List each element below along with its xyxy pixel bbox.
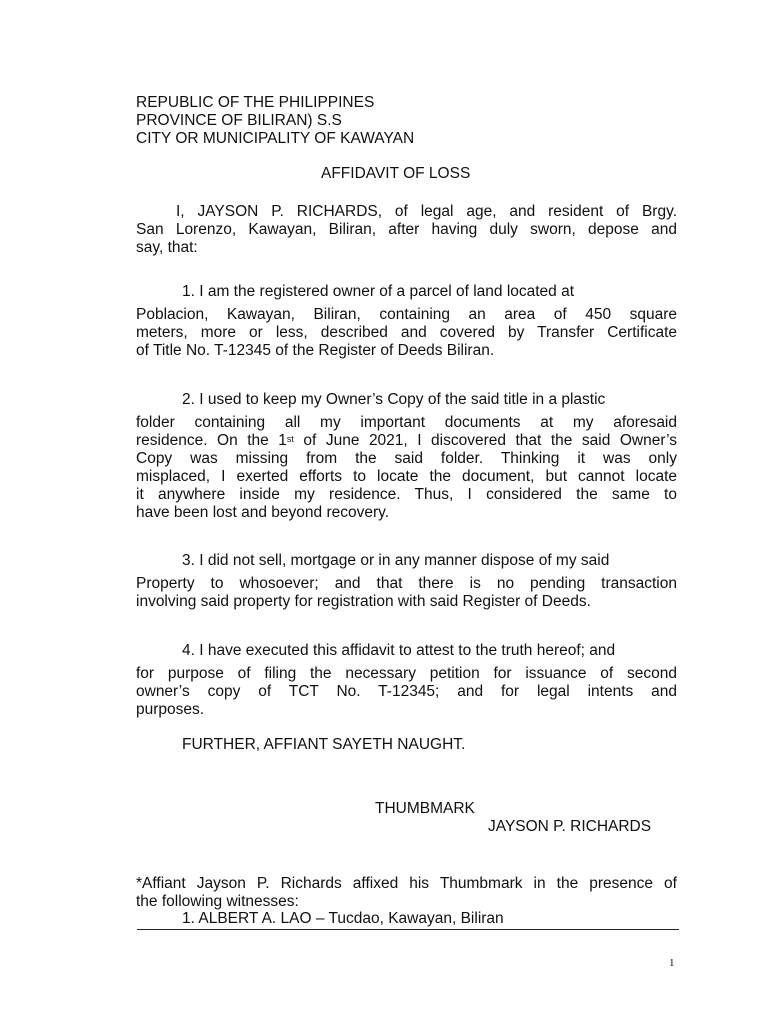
ordinal-suffix: st (286, 434, 294, 444)
item-line: Copy was missing from the said folder. Thinking it was only (136, 450, 677, 467)
witness-note (136, 875, 677, 911)
item-line: meters, more or less, described and covered by Transfer Certificate (136, 324, 677, 341)
item-1-lead: 1. I am the registered owner of a parcel of land located at (182, 283, 575, 300)
intro-line: I, JAYSON P. RICHARDS, of legal age, and resident of Brgy. (176, 203, 677, 220)
page-number: 1 (669, 957, 675, 969)
header-province: PROVINCE OF BILIRAN) S.S (136, 112, 342, 129)
footer-rule (137, 929, 679, 930)
item-line-date (136, 432, 677, 450)
item-line: for purpose of filing the necessary petition for issuance of second (136, 665, 677, 682)
thumbmark-label: THUMBMARK (375, 800, 475, 817)
item-line: Property to whosoever; and that there is no pending transaction (136, 575, 677, 592)
note-line: *Affiant Jayson P. Richards affixed his Thumbmark in the presence of (136, 875, 677, 892)
closing-statement: FURTHER, AFFIANT SAYETH NAUGHT. (182, 736, 466, 753)
item-3-lead: 3. I did not sell, mortgage or in any manner dispose of my said (182, 552, 610, 569)
item-line: have been lost and beyond recovery. (136, 504, 390, 521)
header-municipality: CITY OR MUNICIPALITY OF KAWAYAN (136, 130, 415, 147)
note-line: the following witnesses: (136, 893, 299, 910)
item-1-body (136, 306, 677, 360)
header-republic: REPUBLIC OF THE PHILIPPINES (136, 94, 375, 111)
witness-1: 1. ALBERT A. LAO – Tucdao, Kawayan, Biliran (182, 910, 504, 927)
item-2-body (136, 414, 677, 522)
item-line: purposes. (136, 701, 205, 718)
date-prefix: residence. On the 1 (136, 432, 287, 449)
item-4-lead: 4. I have executed this affidavit to attest to the truth hereof; and (182, 642, 616, 659)
item-line: of Title No. T-12345 of the Register of Deeds Biliran. (136, 342, 495, 359)
item-line: owner’s copy of TCT No. T-12345; and for legal intents and (136, 683, 677, 700)
item-2-lead: 2. I used to keep my Owner’s Copy of the said title in a plastic (182, 391, 606, 408)
item-line: folder containing all my important documents at my aforesaid (136, 414, 677, 431)
date-rest: of June 2021, I discovered that the said Owner’s (293, 432, 677, 449)
item-line: misplaced, I exerted efforts to locate the document, but cannot locate (136, 468, 677, 485)
item-4-body (136, 665, 677, 719)
intro-paragraph (136, 203, 677, 257)
affiant-name: JAYSON P. RICHARDS (488, 818, 652, 835)
item-line: it anywhere inside my residence. Thus, I considered the same to (136, 486, 677, 503)
intro-line: San Lorenzo, Kawayan, Biliran, after having duly sworn, depose and (136, 221, 677, 238)
item-3-body (136, 575, 677, 611)
item-line: Poblacion, Kawayan, Biliran, containing an area of 450 square (136, 306, 677, 323)
document-title: AFFIDAVIT OF LOSS (321, 165, 471, 182)
item-line: involving said property for registration with said Register of Deeds. (136, 593, 591, 610)
intro-line: say, that: (136, 239, 198, 256)
